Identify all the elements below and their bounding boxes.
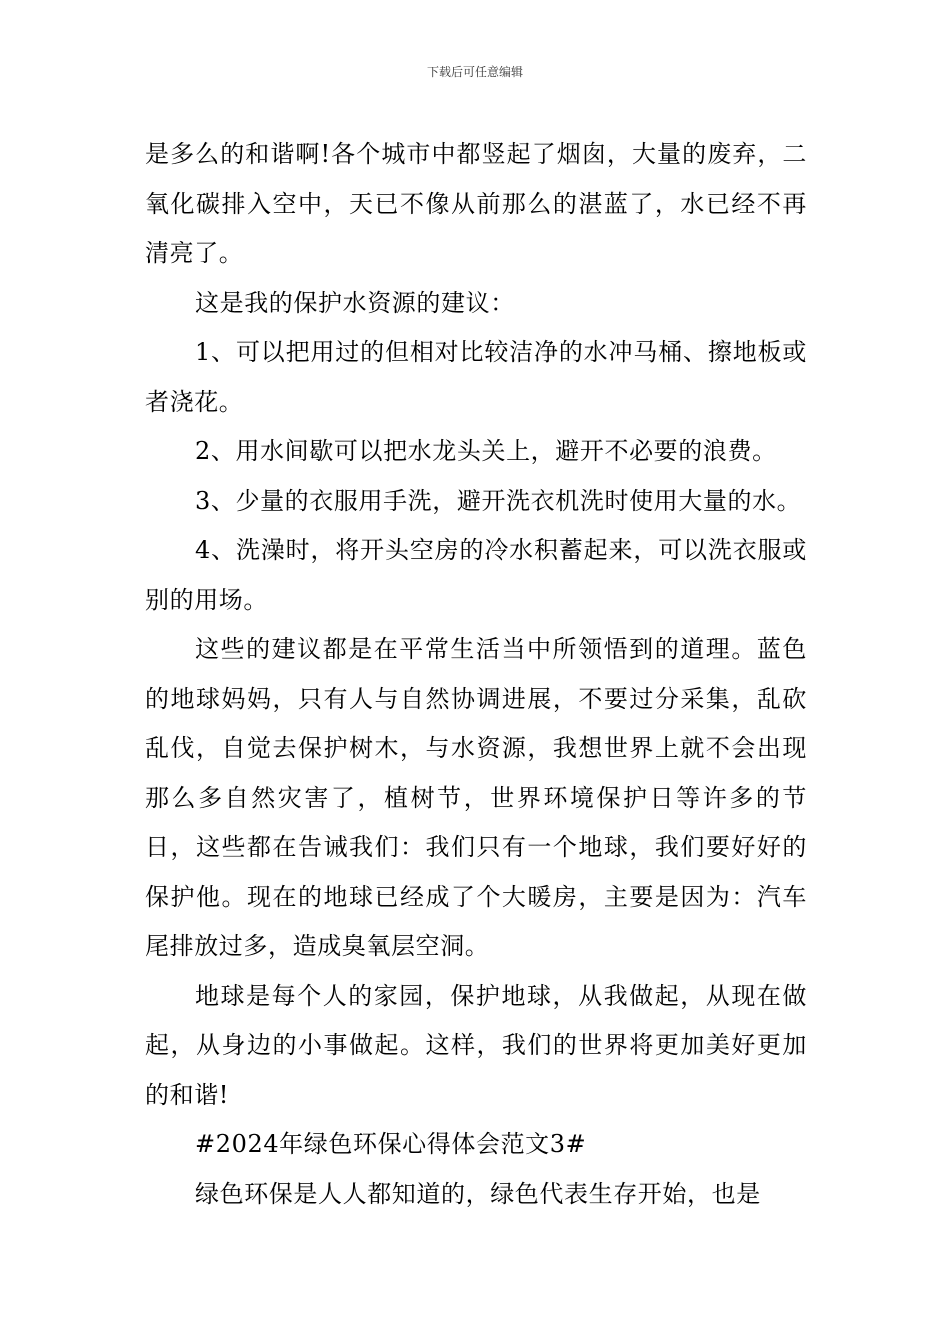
paragraph-5: 绿色环保是人人都知道的，绿色代表生存开始，也是 (195, 1179, 761, 1208)
list-item-1: 1、可以把用过的但相对比较洁净的水冲马桶、擦地板或者浇花。 (145, 338, 807, 416)
paragraph-1: 是多么的和谐啊!各个城市中都竖起了烟囱，大量的废弃，二氧化碳排入空中，天已不像从前那么的湛蓝了，水已经不再清亮了。 (145, 140, 807, 267)
page-header: 下载后可任意编辑 (426, 65, 523, 79)
list-item-2: 2、用水间歇可以把水龙头关上，避开不必要的浪费。 (195, 437, 777, 465)
section-heading: #2024年绿色环保心得体会范文3# (195, 1130, 587, 1158)
paragraph-4: 地球是每个人的家园，保护地球，从我做起，从现在做起，从身边的小事做起。这样，我们的世界将更加美好更加的和谐! (145, 981, 807, 1109)
paragraph-3: 这些的建议都是在平常生活当中所领悟到的道理。蓝色的地球妈妈，只有人与自然协调进展，不要过分采集，乱砍乱伐，自觉去保护树木，与水资源，我想世界上就不会出现那么多自然灾害了，植树节，世界环境保护日等许多的节日，这些都在告诫我们：我们只有一个地球，我们要好好的保护他。现在的地球已经成了个大暖房，主要是因为：汽车尾排放过多，造成臭氧层空洞。 (145, 635, 807, 960)
list-item-3: 3、少量的衣服用手洗，避开洗衣机洗时使用大量的水。 (195, 486, 802, 515)
document-body (145, 130, 807, 1219)
list-item-4: 4、洗澡时，将开头空房的冷水积蓄起来，可以洗衣服或别的用场。 (145, 536, 807, 614)
paragraph-2: 这是我的保护水资源的建议： (195, 288, 515, 317)
